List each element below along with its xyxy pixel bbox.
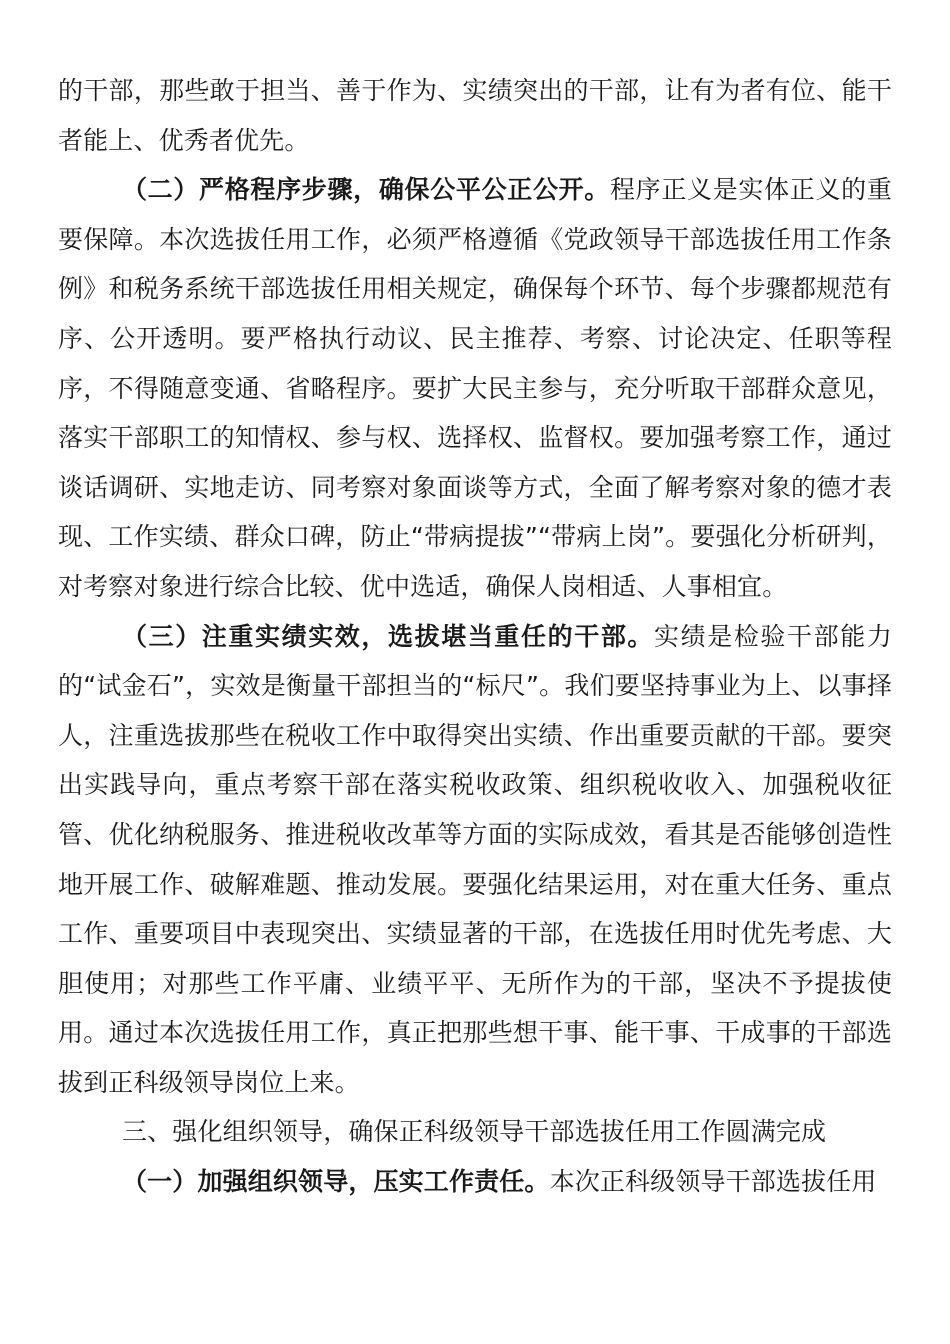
paragraph-text: 本次正科级领导干部选拔任用 [549, 1167, 877, 1197]
paragraph-section-1 [58, 1157, 892, 1207]
section-heading: （二）严格程序步骤，确保公平公正公开。 [122, 175, 610, 205]
paragraph-section-3 [58, 612, 892, 1108]
section-heading: （一）加强组织领导，压实工作责任。 [122, 1167, 550, 1197]
paragraph-text: 实绩是检验干部能力的“试金石”，实效是衡量干部担当的“标尺”。我们要坚持事业为上、以事择人，注重选拔那些在税收工作中取得突出实绩、作出重要贡献的干部。要突出实践导向，重点考察干部在落实税收政策、组织税收收入、加强税收征管、优化纳税服务、推进税收改革等方面的实际成效，看其是否能够创造性地开展工作、破解难题、推动发展。要强化结果运用，对在重大任务、重点工作、重要项目中表现突出、实绩显著的干部，在选拔任用时优先考虑、大胆使用；对那些工作平庸、业绩平平、无所作为的干部，坚决不予提拔使用。通过本次选拔任用工作，真正把那些想干事、能干事、干成事的干部选拔到正科级领导岗位上来。 [58, 621, 892, 1097]
chapter-heading [58, 1107, 892, 1157]
paragraph-text: 程序正义是实体正义的重要保障。本次选拔任用工作，必须严格遵循《党政领导干部选拔任用工作条例》和税务系统干部选拔任用相关规定，确保每个环节、每个步骤都规范有序、公开透明。要严格执行动议、民主推荐、考察、讨论决定、任职等程序，不得随意变通、省略程序。要扩大民主参与，充分听取干部群众意见，落实干部职工的知情权、参与权、选择权、监督权。要加强考察工作，通过谈话调研、实地走访、同考察对象面谈等方式，全面了解考察对象的德才表现、工作实绩、群众口碑，防止“带病提拔”“带病上岗”。要强化分析研判，对考察对象进行综合比较、优中选适，确保人岗相适、人事相宜。 [58, 175, 892, 601]
paragraph-text: 的干部，那些敢于担当、善于作为、实绩突出的干部，让有为者有位、能干者能上、优秀者优先。 [58, 76, 892, 155]
document-body [58, 66, 892, 1207]
section-heading: （三）注重实绩实效，选拔堪当重任的干部。 [122, 621, 655, 651]
chapter-heading-text: 三、强化组织领导，确保正科级领导干部选拔任用工作圆满完成 [122, 1117, 827, 1147]
paragraph-section-2 [58, 165, 892, 611]
paragraph-continuation [58, 66, 892, 165]
